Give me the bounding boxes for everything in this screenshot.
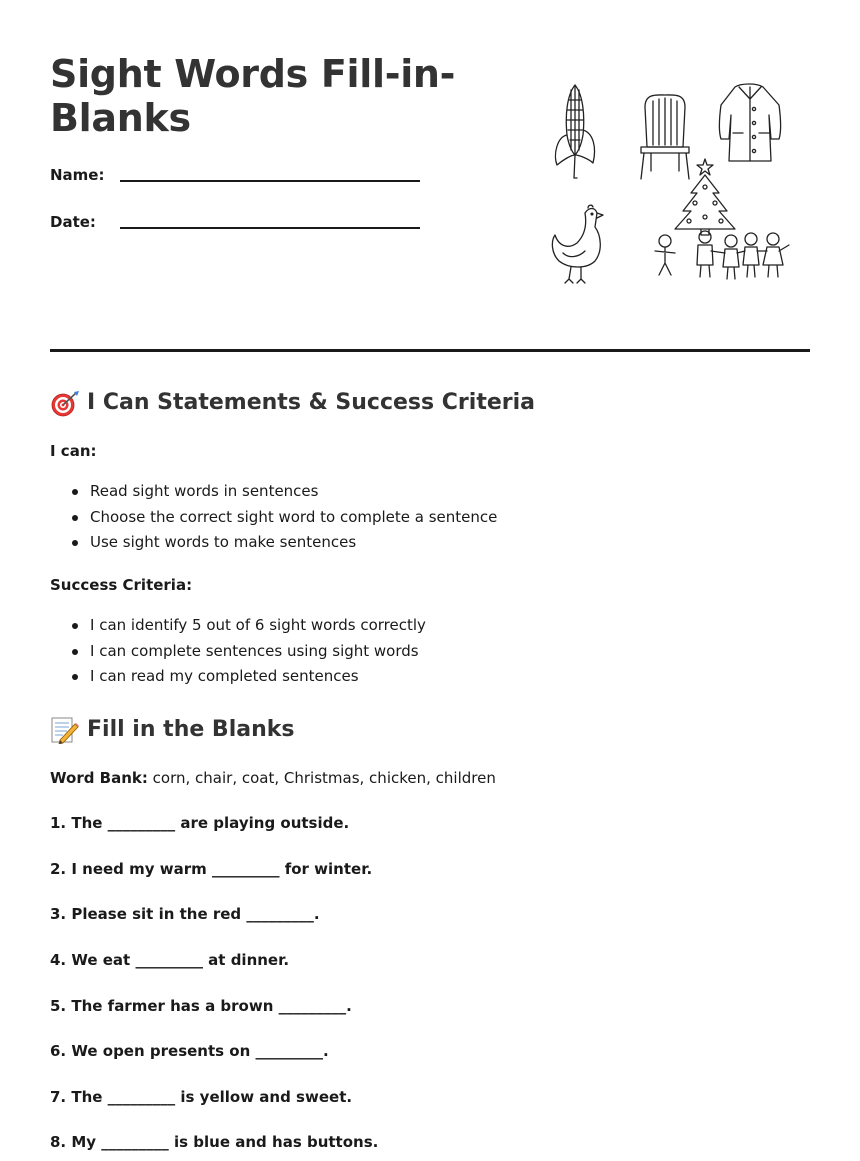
statements-heading xyxy=(50,388,535,418)
bullet-dot xyxy=(72,623,78,629)
name-field-row xyxy=(50,165,420,189)
bullet-dot xyxy=(72,489,78,495)
list-item xyxy=(50,613,426,639)
list-item xyxy=(50,639,426,665)
word-bank-words: corn, chair, coat, Christmas, chicken, children xyxy=(152,769,496,787)
question-7: 7. The _________ is yellow and sweet. xyxy=(50,1088,353,1106)
children-illustration xyxy=(655,231,789,279)
chair-illustration xyxy=(641,95,689,179)
success-criteria-label: Success Criteria: xyxy=(50,576,193,594)
bullet-dot xyxy=(72,540,78,546)
bullet-dot xyxy=(72,674,78,680)
fill-blanks-heading-text: Fill in the Blanks xyxy=(87,717,295,742)
coat-illustration xyxy=(720,84,781,161)
question-3: 3. Please sit in the red _________. xyxy=(50,905,320,923)
question-1: 1. The _________ are playing outside. xyxy=(50,814,350,832)
word-bank-label: Word Bank: xyxy=(50,769,148,787)
name-line[interactable] xyxy=(120,180,420,182)
worksheet-illustrations xyxy=(545,75,795,290)
header-divider xyxy=(50,349,810,352)
question-5: 5. The farmer has a brown _________. xyxy=(50,997,352,1015)
list-item-text: Choose the correct sight word to complete a sentence xyxy=(90,507,498,526)
i-can-list xyxy=(50,479,497,556)
statements-heading-text: I Can Statements & Success Criteria xyxy=(87,390,535,415)
list-item-text: I can identify 5 out of 6 sight words correctly xyxy=(90,616,426,634)
memo-pencil-icon xyxy=(50,716,80,744)
list-item xyxy=(50,664,426,690)
worksheet-title: Sight Words Fill-in-Blanks xyxy=(50,52,456,140)
word-bank xyxy=(50,768,496,788)
date-field-row xyxy=(50,212,420,236)
chicken-illustration xyxy=(552,205,603,283)
i-can-label: I can: xyxy=(50,442,97,460)
list-item-text: Use sight words to make sentences xyxy=(90,533,357,552)
question-8: 8. My _________ is blue and has buttons. xyxy=(50,1133,379,1151)
question-6: 6. We open presents on _________. xyxy=(50,1042,329,1060)
question-4: 4. We eat _________ at dinner. xyxy=(50,951,290,969)
list-item xyxy=(50,530,497,556)
bullet-dot xyxy=(72,649,78,655)
list-item-text: Read sight words in sentences xyxy=(90,482,319,500)
corn-illustration xyxy=(555,85,594,178)
list-item-text: I can read my completed sentences xyxy=(90,667,359,686)
question-2: 2. I need my warm _________ for winter. xyxy=(50,860,373,878)
bullet-dot xyxy=(72,515,78,521)
date-line[interactable] xyxy=(120,227,420,229)
christmas-tree-illustration xyxy=(675,159,735,235)
list-item-text: I can complete sentences using sight words xyxy=(90,641,419,660)
list-item xyxy=(50,479,497,505)
name-label: Name: xyxy=(50,166,105,184)
fill-blanks-heading xyxy=(50,715,294,745)
date-label: Date: xyxy=(50,213,96,231)
list-item xyxy=(50,505,497,531)
target-icon xyxy=(50,389,80,417)
success-criteria-list xyxy=(50,613,426,690)
